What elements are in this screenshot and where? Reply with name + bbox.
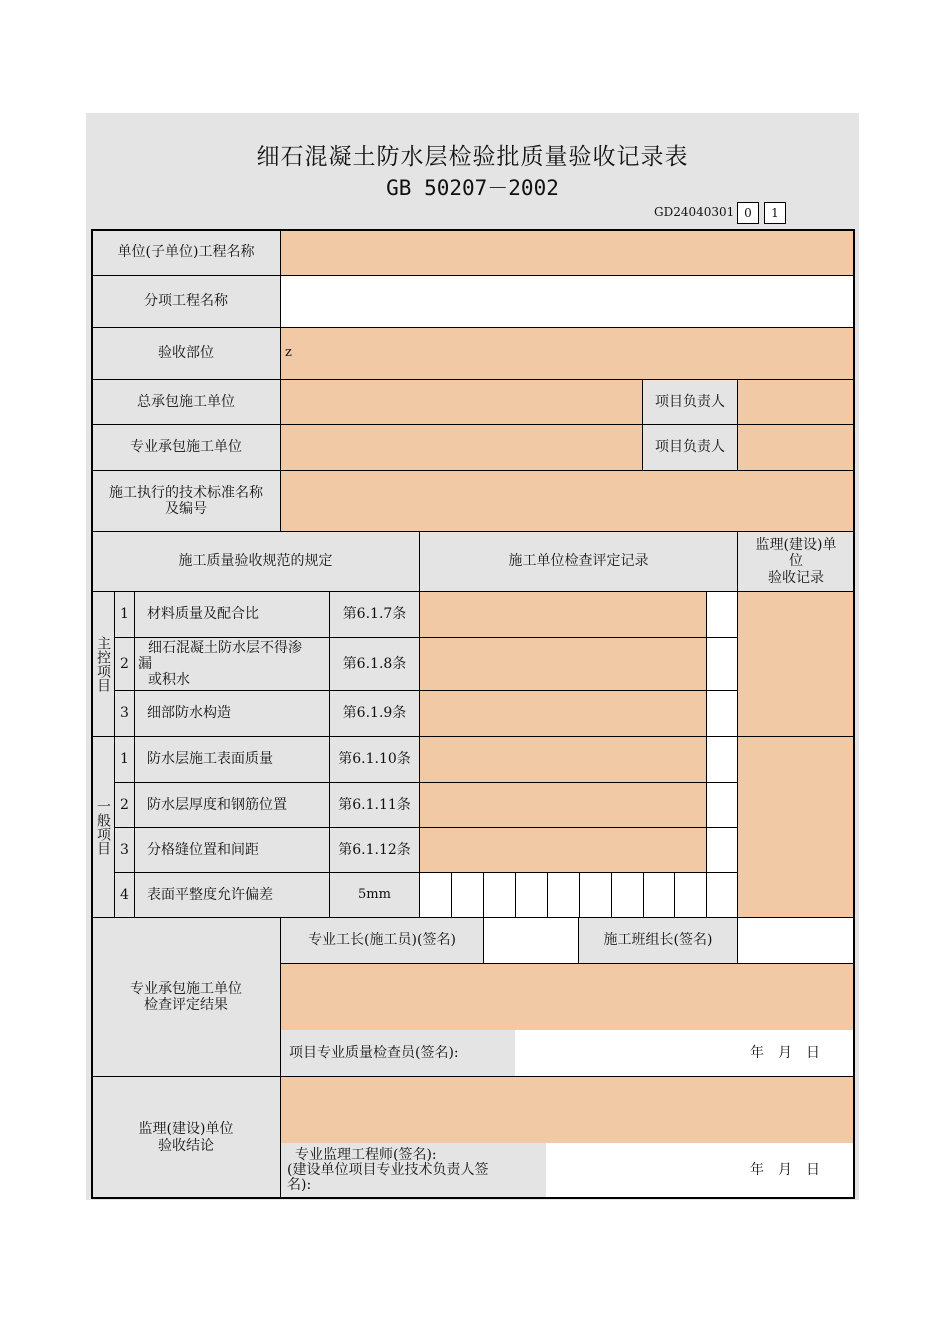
general-item-3-name: 分格缝位置和间距 — [134, 827, 330, 873]
main-item-2-record[interactable] — [419, 637, 707, 691]
main-item-2-clause: 第6.1.8条 — [329, 637, 420, 691]
inspector-label: 项目专业质量检查员(签名): — [280, 1030, 516, 1077]
form-code: GD24040301 — [654, 205, 735, 219]
tech-standard-field[interactable] — [280, 470, 855, 532]
general-item-3-extra[interactable] — [706, 827, 738, 873]
special-manager-label: 项目负责人 — [642, 424, 738, 471]
general-item-2-record[interactable] — [419, 782, 707, 828]
main-item-2-no: 2 — [114, 637, 135, 691]
unit-project-field[interactable] — [280, 229, 855, 276]
measurement-cell[interactable] — [547, 872, 580, 918]
general-item-2-extra[interactable] — [706, 782, 738, 828]
record-column-header: 施工单位检查评定记录 — [419, 531, 738, 592]
team-leader-signature[interactable] — [737, 917, 855, 964]
general-item-1-extra[interactable] — [706, 736, 738, 783]
main-item-1-clause: 第6.1.7条 — [329, 591, 420, 638]
main-item-3-no: 3 — [114, 690, 135, 737]
measurement-cell[interactable] — [674, 872, 707, 918]
standard-number: GB 50207－2002 — [386, 176, 559, 200]
measurement-cell[interactable] — [611, 872, 644, 918]
table-bottom-border — [91, 1197, 855, 1199]
general-item-2-clause: 第6.1.11条 — [329, 782, 420, 828]
general-item-1-name: 防水层施工表面质量 — [134, 736, 330, 783]
general-item-4-name: 表面平整度允许偏差 — [134, 872, 330, 918]
main-item-1-name: 材料质量及配合比 — [134, 591, 330, 638]
main-item-1-extra[interactable] — [706, 591, 738, 638]
main-item-3-clause: 第6.1.9条 — [329, 690, 420, 737]
main-item-2-extra[interactable] — [706, 637, 738, 691]
general-manager-field[interactable] — [737, 379, 855, 425]
engineer-label: 专业监理工程师(签名): (建设单位项目专业技术负责人签 名): — [280, 1143, 547, 1198]
main-item-2-name: 细石混凝土防水层不得渗 漏 或积水 — [134, 637, 330, 691]
supervision-result-field[interactable] — [280, 1076, 855, 1144]
foreman-signature[interactable] — [483, 917, 579, 964]
engineer-date[interactable]: 年 月 日 — [546, 1143, 855, 1198]
spec-column-header: 施工质量验收规范的规定 — [91, 531, 420, 592]
unit-project-label: 单位(子单位)工程名称 — [91, 229, 281, 276]
measurement-cell[interactable] — [419, 872, 452, 918]
general-contractor-field[interactable] — [280, 379, 643, 425]
sub-project-field[interactable] — [280, 275, 855, 328]
general-item-2-no: 2 — [114, 782, 135, 828]
main-items-group-label: 主控项目 — [91, 591, 115, 737]
main-item-3-name: 细部防水构造 — [134, 690, 330, 737]
foreman-label: 专业工长(施工员)(签名) — [280, 917, 484, 964]
page-title: 细石混凝土防水层检验批质量验收记录表 — [256, 144, 689, 170]
sub-project-label: 分项工程名称 — [91, 275, 281, 328]
measurement-cell[interactable] — [451, 872, 484, 918]
special-manager-field[interactable] — [737, 424, 855, 471]
location-field[interactable]: z — [280, 327, 855, 380]
tech-standard-label: 施工执行的技术标准名称 及编号 — [91, 470, 281, 532]
main-item-1-record[interactable] — [419, 591, 707, 638]
general-manager-label: 项目负责人 — [642, 379, 738, 425]
general-items-group-label: 一般项目 — [91, 736, 115, 918]
team-leader-label: 施工班组长(签名) — [578, 917, 738, 964]
general-items-supervision-field[interactable] — [737, 736, 855, 918]
code-box-2[interactable]: 1 — [764, 202, 786, 224]
contractor-result-label: 专业承包施工单位 检查评定结果 — [91, 917, 281, 1077]
general-item-3-record[interactable] — [419, 827, 707, 873]
general-item-3-no: 3 — [114, 827, 135, 873]
general-item-1-clause: 第6.1.10条 — [329, 736, 420, 783]
supervision-column-header: 监理(建设)单 位 验收记录 — [737, 531, 855, 592]
special-contractor-label: 专业承包施工单位 — [91, 424, 281, 471]
measurement-cell[interactable] — [579, 872, 612, 918]
measurement-cell[interactable] — [483, 872, 516, 918]
inspector-date[interactable]: 年 月 日 — [515, 1030, 855, 1077]
general-item-4-clause: 5mm — [329, 872, 420, 918]
main-item-3-record[interactable] — [419, 690, 707, 737]
general-item-3-clause: 第6.1.12条 — [329, 827, 420, 873]
special-contractor-field[interactable] — [280, 424, 643, 471]
general-contractor-label: 总承包施工单位 — [91, 379, 281, 425]
location-label: 验收部位 — [91, 327, 281, 380]
code-box-1[interactable]: 0 — [737, 202, 759, 224]
main-item-3-extra[interactable] — [706, 690, 738, 737]
measurement-cell[interactable] — [706, 872, 738, 918]
main-item-1-no: 1 — [114, 591, 135, 638]
supervision-result-label: 监理(建设)单位 验收结论 — [91, 1076, 281, 1198]
general-item-1-record[interactable] — [419, 736, 707, 783]
general-item-1-no: 1 — [114, 736, 135, 783]
measurement-cell[interactable] — [515, 872, 548, 918]
measurement-cell[interactable] — [643, 872, 675, 918]
general-item-4-no: 4 — [114, 872, 135, 918]
main-items-supervision-field[interactable] — [737, 591, 855, 737]
general-item-2-name: 防水层厚度和钢筋位置 — [134, 782, 330, 828]
contractor-result-field[interactable] — [280, 963, 855, 1031]
